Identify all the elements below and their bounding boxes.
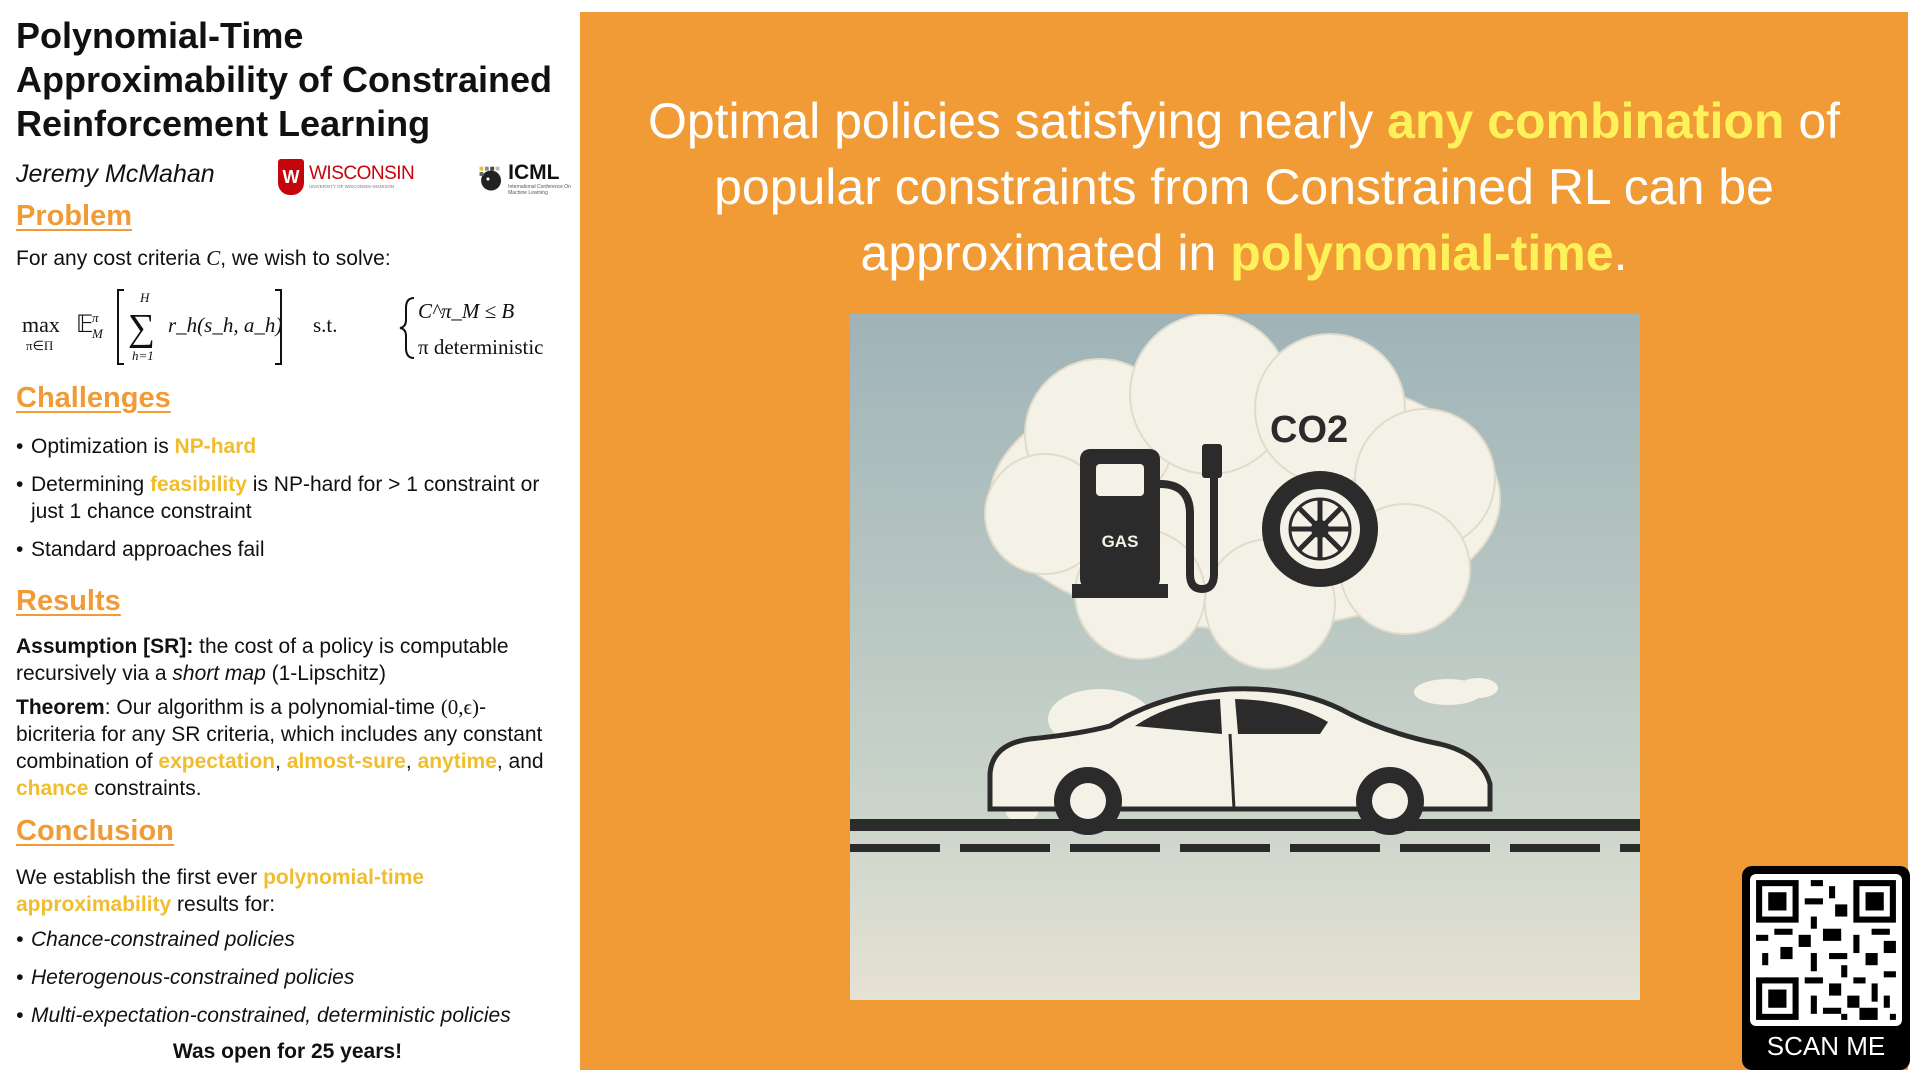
headline-highlight: any combination: [1387, 93, 1785, 149]
tire-icon: [1262, 471, 1378, 587]
challenge-item: [16, 536, 556, 563]
assumption-paragraph: [16, 633, 561, 687]
highlight-anytime: anytime: [417, 750, 497, 773]
qr-code-icon: [1750, 874, 1902, 1026]
theorem-text: , and: [496, 750, 544, 773]
theorem-text: : Our algorithm is a polynomial-time: [104, 696, 441, 719]
formula-sum-bottom: h=1: [132, 348, 154, 363]
open-problem-note: Was open for 25 years!: [172, 1040, 403, 1063]
theorem-label: Theorem: [16, 696, 105, 719]
headline-text: .: [1613, 225, 1628, 281]
conclusion-text-part: We establish the first ever: [16, 866, 264, 889]
icml-brain-icon: [478, 161, 504, 197]
formula-sigma: ∑: [128, 307, 156, 349]
challenge-text: Determining: [31, 473, 151, 496]
conclusion-heading: Conclusion: [16, 815, 174, 847]
challenge-item: [16, 433, 556, 460]
problem-heading: Problem: [16, 200, 133, 232]
conclusion-item: • Heterogenous-constrained policies: [16, 964, 561, 991]
qr-code-badge[interactable]: [1742, 866, 1910, 1070]
icml-logo-subtext: International Conference On Machine Learning: [508, 184, 571, 196]
formula-st: s.t.: [313, 313, 338, 337]
results-heading: Results: [16, 585, 121, 617]
icml-logo-text: ICML: [508, 161, 560, 184]
theorem-text: ,: [275, 750, 287, 773]
gas-label: GAS: [1101, 532, 1139, 551]
headline-text: of popular constraints from Constrained RL can be approximated in: [714, 93, 1841, 281]
wisconsin-logo-subtext: UNIVERSITY OF WISCONSIN–MADISON: [309, 184, 395, 189]
conclusion-highlight: polynomial-time approximability: [16, 866, 425, 916]
theorem-math: (0,ϵ): [440, 695, 480, 719]
theorem-text: constraints.: [88, 777, 202, 800]
uw-crest-icon: W: [278, 159, 304, 195]
conclusion-list: [16, 926, 561, 1040]
formula-constraint-2: π deterministic: [418, 335, 544, 359]
challenge-highlight: NP-hard: [174, 435, 257, 458]
challenges-heading: Challenges: [16, 382, 171, 414]
highlight-expectation: expectation: [158, 750, 276, 773]
challenges-list: [16, 433, 556, 574]
problem-cost-var: C: [206, 246, 221, 270]
formula-brace: [400, 298, 414, 358]
car-thought-illustration: [850, 314, 1640, 1000]
challenge-highlight: feasibility: [150, 473, 247, 496]
assumption-label: Assumption [SR]:: [16, 635, 194, 658]
challenge-text: Optimization is: [31, 435, 175, 458]
assumption-text: the cost of a policy is computable recursively via a: [16, 635, 509, 685]
theorem-text: -bicriteria for any SR criteria, which includes any constant combination of: [16, 696, 543, 773]
highlight-chance: chance: [16, 777, 89, 800]
highlight-almost-sure: almost-sure: [286, 750, 406, 773]
problem-text-part: For any cost criteria: [16, 247, 207, 270]
formula-expect-sup: π: [92, 310, 99, 325]
co2-label: CO2: [1270, 409, 1349, 451]
conclusion-text: [16, 864, 561, 918]
formula-constraint-1: C^π_M ≤ B: [418, 299, 515, 323]
formula-sum-top: H: [140, 290, 150, 305]
conclusion-item: • Multi-expectation-constrained, deterministic policies: [16, 1002, 561, 1029]
theorem-paragraph: [16, 694, 561, 802]
formula-expect-sub: M: [92, 326, 103, 341]
author-row: [16, 154, 575, 206]
author-name: Jeremy McMahan: [16, 160, 215, 188]
challenge-text: is NP-hard for > 1 constraint or just 1 chance constraint: [31, 473, 540, 523]
headline-highlight: polynomial-time: [1230, 225, 1614, 281]
problem-text: [16, 245, 391, 272]
formula-svg: [20, 288, 565, 368]
poster-title: Polynomial-Time Approximability of Constrained Reinforcement Learning: [16, 15, 553, 144]
challenge-item: [16, 471, 556, 525]
headline-text: Optimal policies satisfying nearly: [647, 93, 1388, 149]
icml-logo: [478, 158, 588, 200]
road-dashes: [850, 844, 1640, 852]
challenge-text: Standard approaches fail: [31, 538, 265, 561]
formula-summand: r_h(s_h, a_h): [168, 313, 283, 337]
theorem-text: ,: [405, 750, 418, 773]
formula-max: max: [22, 312, 60, 337]
highlight-panel: [580, 12, 1908, 1070]
formula-left-bracket: [118, 290, 124, 364]
assumption-text: (1-Lipschitz): [265, 662, 386, 685]
wisconsin-logo-text: WISCONSIN: [309, 163, 415, 184]
conclusion-text-part: results for:: [171, 893, 276, 916]
formula-max-sub: π∈Π: [26, 338, 54, 353]
wisconsin-logo: [278, 154, 428, 200]
scan-me-label: SCAN ME: [1766, 1031, 1886, 1061]
problem-text-part: , we wish to solve:: [220, 247, 391, 270]
optimization-formula: [20, 288, 565, 368]
headline: [580, 88, 1908, 286]
qr-code[interactable]: [1750, 874, 1902, 1026]
assumption-short-map: short map: [172, 662, 266, 685]
formula-expectation: 𝔼: [76, 312, 94, 338]
road-top-line: [850, 819, 1640, 831]
conclusion-item: • Chance-constrained policies: [16, 926, 561, 953]
